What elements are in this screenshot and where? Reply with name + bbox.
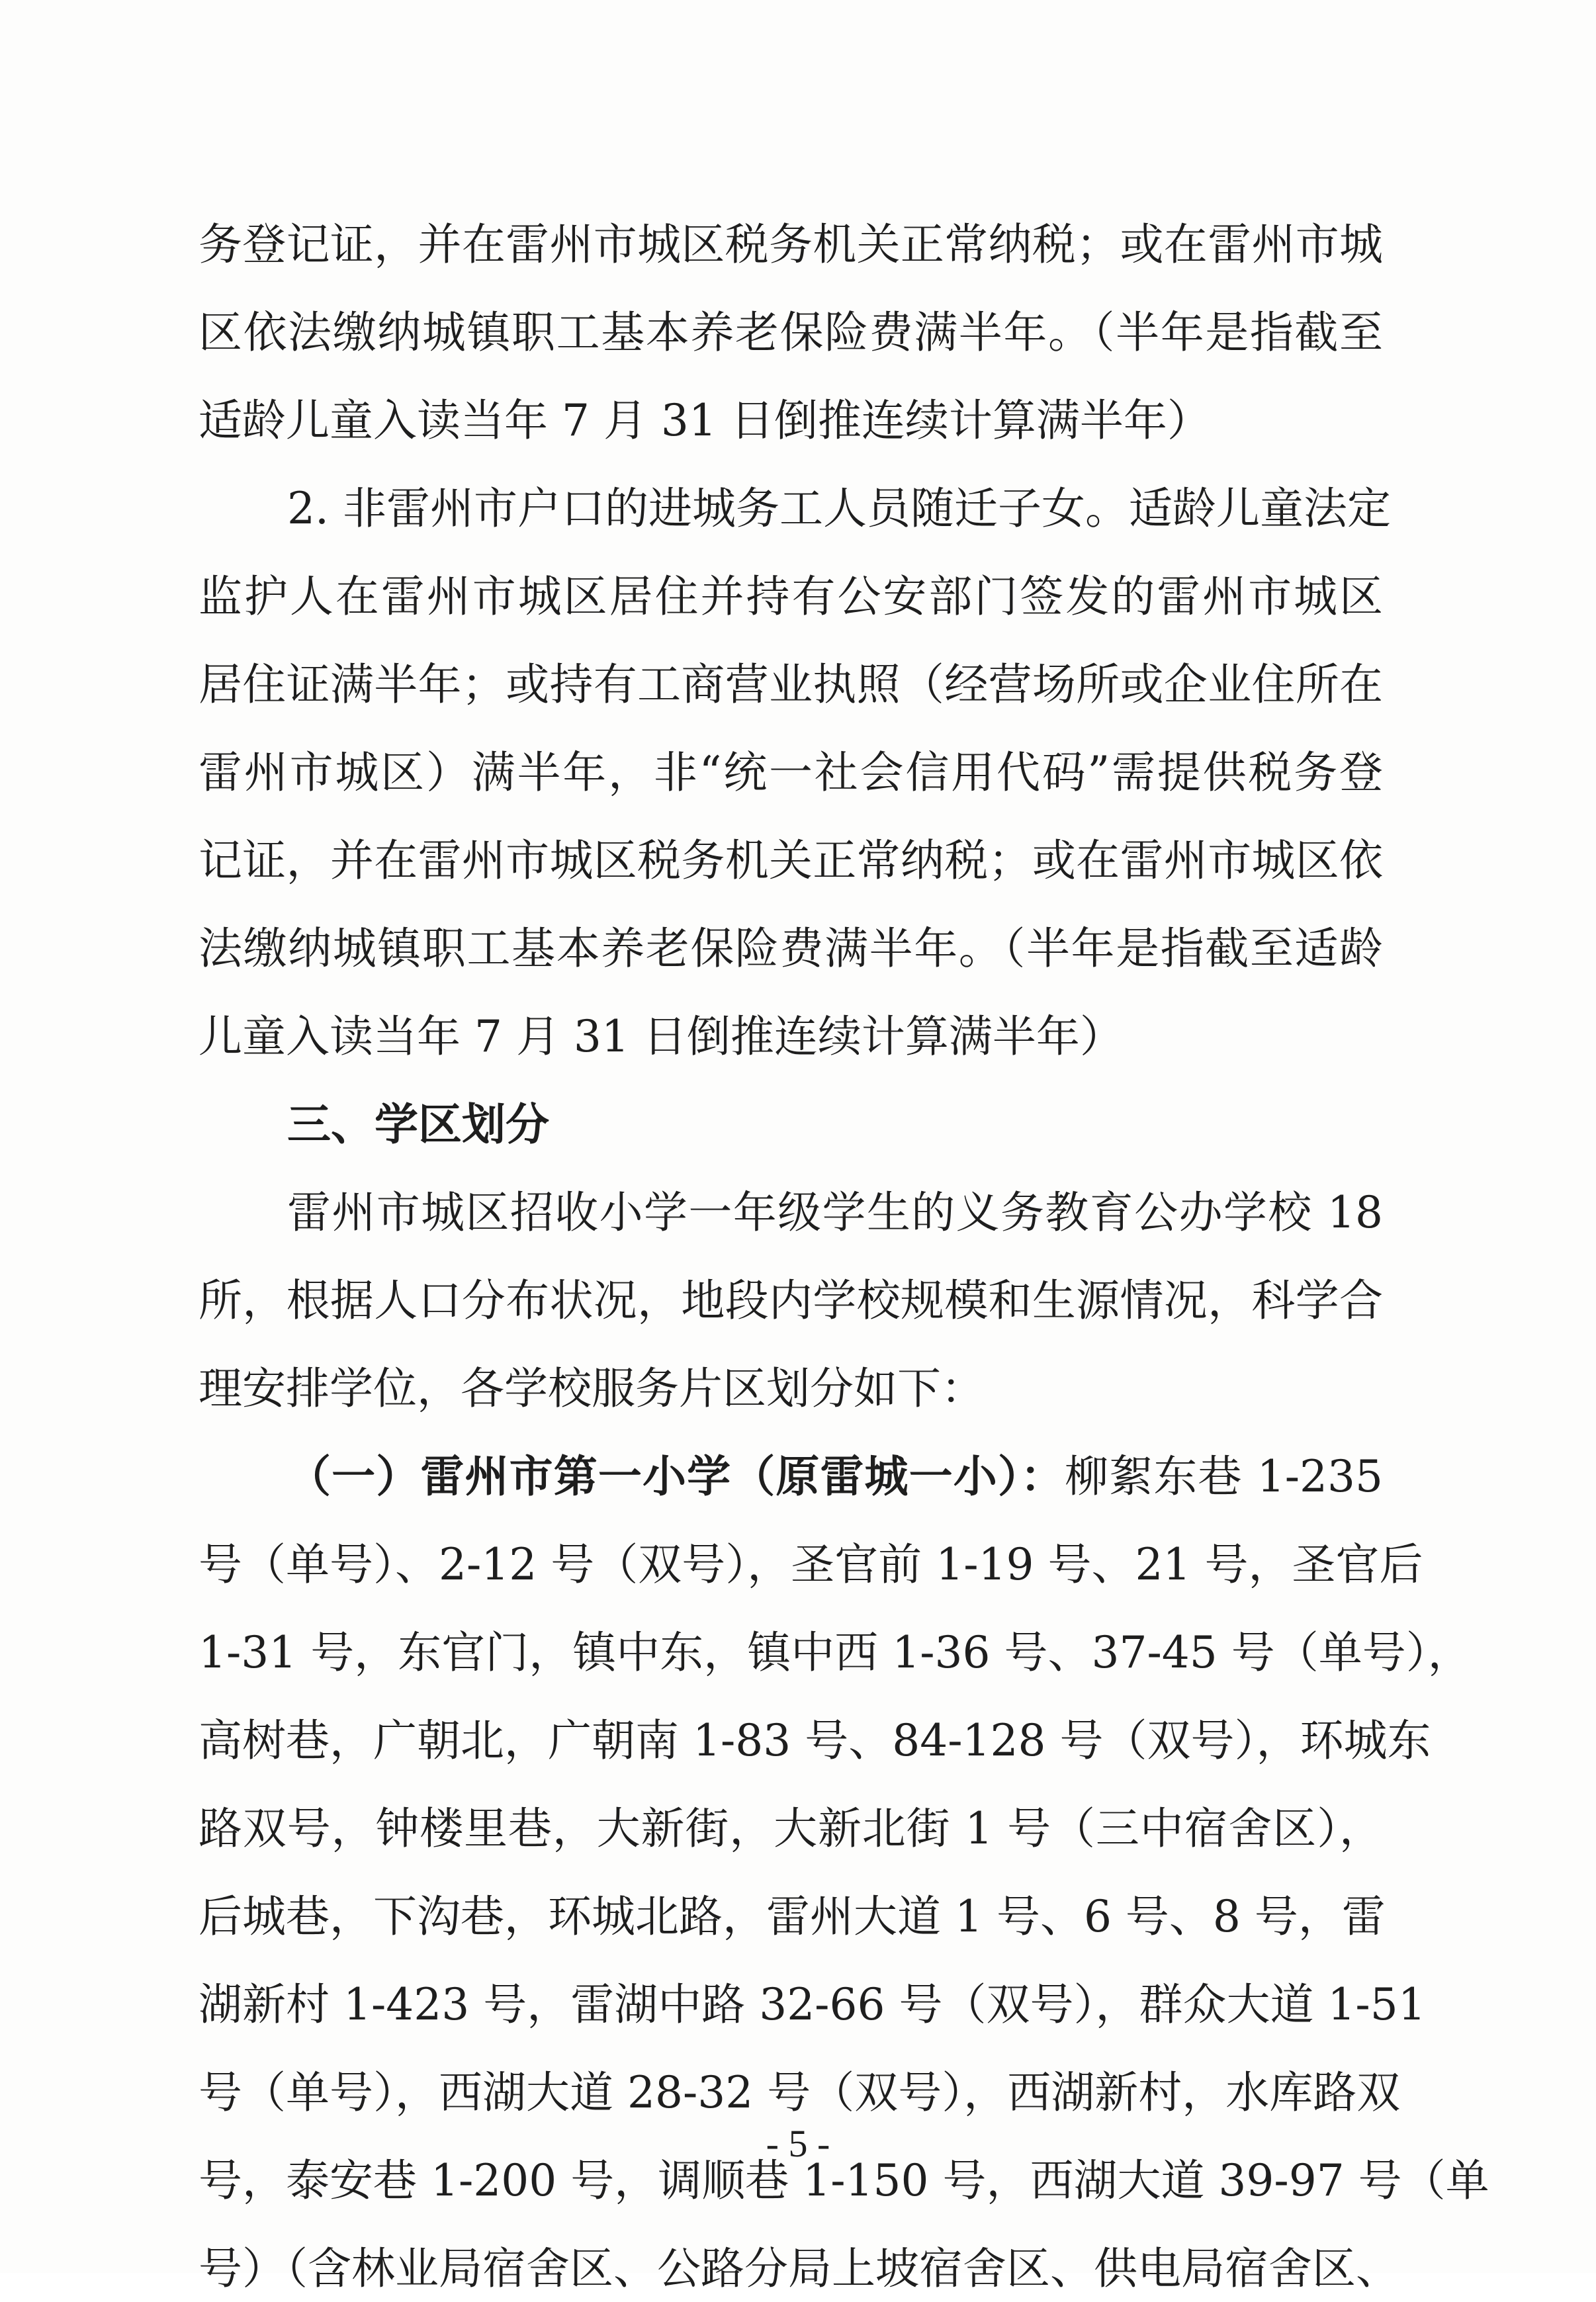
paragraph-start-line: 2. 非雷州市户口的进城务工人员随迁子女。适龄儿童法定	[287, 483, 1391, 534]
text-line: 所，根据人口分布状况，地段内学校规模和生源情况，科学合	[199, 1275, 1383, 1326]
school-entry-line	[199, 1444, 1383, 1510]
text-line: 号（单号），西湖大道 28-32 号（双号），西湖新村，水库路双	[199, 2067, 1401, 2118]
school-name: （一）雷州市第一小学（原雷城一小）：	[287, 1451, 1065, 1502]
text-line: 记证，并在雷州市城区税务机关正常纳税；或在雷州市城区依	[199, 835, 1383, 886]
text-line: 湖新村 1-423 号，雷湖中路 32-66 号（双号），群众大道 1-51	[199, 1979, 1426, 2030]
text-line: 居住证满半年；或持有工商营业执照（经营场所或企业住所在	[199, 659, 1383, 710]
text-line: 区依法缴纳城镇职工基本养老保险费满半年。（半年是指截至	[199, 307, 1383, 358]
text-line: 适龄儿童入读当年 7 月 31 日倒推连续计算满半年）	[199, 395, 1211, 446]
text-line: 法缴纳城镇职工基本养老保险费满半年。（半年是指截至适龄	[199, 923, 1383, 974]
text-line: 后城巷，下沟巷，环城北路，雷州大道 1 号、6 号、8 号，雷	[199, 1891, 1386, 1942]
school-area-text: 柳絮东巷 1-235	[1065, 1451, 1383, 1502]
text-line: 号（单号）、2-12 号（双号），圣官前 1-19 号、21 号，圣官后	[199, 1539, 1423, 1590]
text-line: 高树巷，广朝北，广朝南 1-83 号、84-128 号（双号），环城东	[199, 1715, 1431, 1766]
paragraph-start-line: 雷州市城区招收小学一年级学生的义务教育公办学校 18	[287, 1187, 1383, 1238]
text-line: 号）（含林业局宿舍区、公路分局上坡宿舍区、供电局宿舍区、	[199, 2243, 1399, 2294]
page-number: - 5 -	[766, 2122, 830, 2165]
text-line: 雷州市城区）满半年，非“统一社会信用代码”需提供税务登	[199, 747, 1383, 798]
text-line: 路双号，钟楼里巷，大新街，大新北街 1 号（三中宿舍区），	[199, 1803, 1383, 1854]
text-line: 监护人在雷州市城区居住并持有公安部门签发的雷州市城区	[199, 571, 1383, 622]
text-line: 务登记证，并在雷州市城区税务机关正常纳税；或在雷州市城	[199, 219, 1383, 270]
text-line: 1-31 号，东官门，镇中东，镇中西 1-36 号、37-45 号（单号），	[199, 1627, 1472, 1678]
text-line: 理安排学位，各学校服务片区划分如下：	[199, 1363, 985, 1414]
text-line: 号，泰安巷 1-200 号，调顺巷 1-150 号，西湖大道 39-97 号（单	[199, 2155, 1489, 2206]
text-line: 儿童入读当年 7 月 31 日倒推连续计算满半年）	[199, 1011, 1124, 1062]
section-heading: 三、学区划分	[287, 1099, 549, 1150]
